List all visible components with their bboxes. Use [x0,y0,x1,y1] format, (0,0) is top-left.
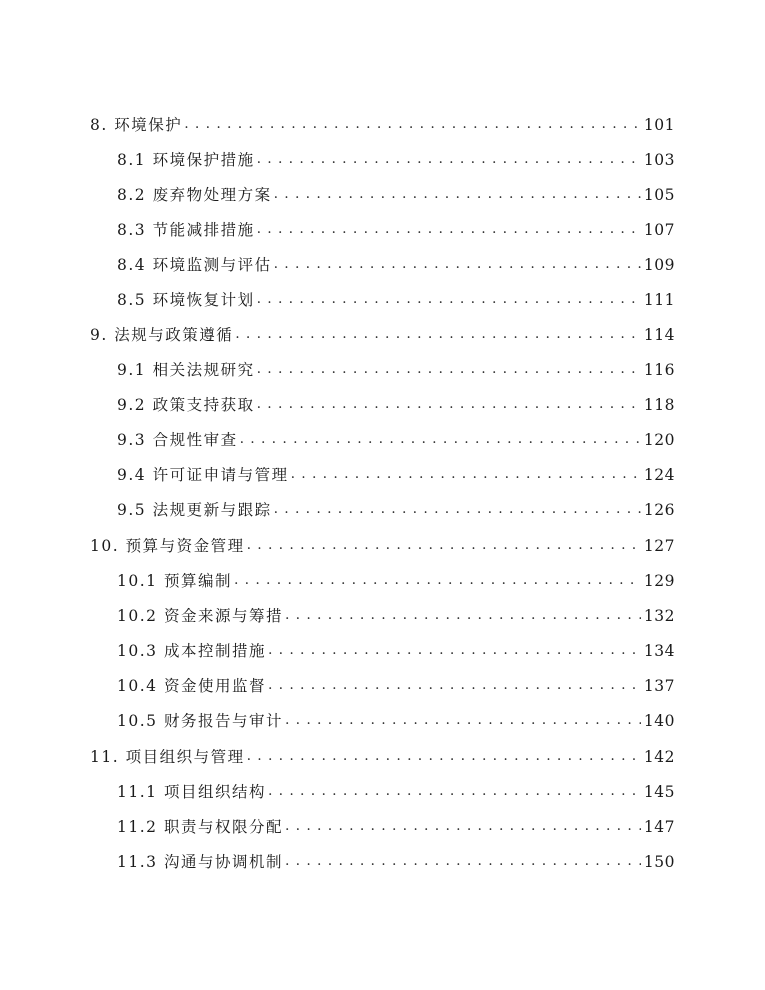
toc-entry-label: 8. 环境保护 [90,116,183,134]
toc-entry-label: 9.4 许可证申请与管理 [117,466,289,484]
toc-entry-label: 8.2 废弃物处理方案 [117,186,272,204]
toc-page-number: 150 [643,853,675,871]
toc-page-number: 129 [643,572,675,590]
toc-entry-label: 10. 预算与资金管理 [90,537,245,555]
toc-page-number: 132 [643,607,675,625]
toc-entry-label: 8.1 环境保护措施 [117,151,255,169]
toc-entry[interactable] [117,288,675,312]
toc-dot-leader [268,639,641,663]
toc-entry[interactable] [90,113,675,137]
toc-entry[interactable] [117,709,675,733]
toc-dot-leader [268,780,641,804]
toc-page-number: 101 [643,116,675,134]
toc-page-number: 134 [643,642,675,660]
toc-dot-leader [274,253,641,277]
toc-page-number: 147 [643,818,675,836]
toc-entry[interactable] [117,358,675,382]
toc-dot-leader [285,850,641,874]
toc-page-number: 118 [643,396,675,414]
toc-dot-leader [285,604,641,628]
toc-entry[interactable] [117,815,675,839]
toc-dot-leader [247,534,643,558]
toc-dot-leader [184,113,641,137]
toc-entry[interactable] [117,428,675,452]
toc-dot-leader [274,498,641,522]
toc-page-number: 126 [643,501,675,519]
toc-entry-label: 11.2 职责与权限分配 [117,818,283,836]
toc-page-number: 114 [643,326,675,344]
toc-entry[interactable] [117,604,675,628]
toc-entry[interactable] [117,393,675,417]
toc-entry-label: 11.1 项目组织结构 [117,783,266,801]
toc-dot-leader [257,393,641,417]
toc-dot-leader [257,358,641,382]
toc-entry-label: 11.3 沟通与协调机制 [117,853,283,871]
toc-page-number: 145 [643,783,675,801]
toc-entry-label: 10.3 成本控制措施 [117,642,266,660]
toc-entry-label: 9. 法规与政策遵循 [90,326,234,344]
toc-entry-label: 10.2 资金来源与筹措 [117,607,283,625]
toc-dot-leader [257,148,641,172]
toc-entry-label: 9.3 合规性审查 [117,431,238,449]
toc-entry-label: 8.3 节能减排措施 [117,221,255,239]
toc-entry[interactable] [117,639,675,663]
toc-dot-leader [291,463,641,487]
toc-entry[interactable] [117,148,675,172]
toc-page-number: 142 [643,748,675,766]
toc-entry[interactable] [90,534,675,558]
toc-entry-label: 9.1 相关法规研究 [117,361,255,379]
toc-entry[interactable] [117,183,675,207]
toc-page-number: 124 [643,466,675,484]
toc-entry-label: 10.4 资金使用监督 [117,677,266,695]
toc-page-number: 116 [643,361,675,379]
toc-entry[interactable] [117,780,675,804]
toc-dot-leader [234,569,641,593]
toc-entry[interactable] [117,850,675,874]
toc-dot-leader [257,218,641,242]
toc-page-number: 120 [643,431,675,449]
toc-entry[interactable] [117,218,675,242]
toc-entry-label: 10.1 预算编制 [117,572,232,590]
toc-entry-label: 11. 项目组织与管理 [90,748,245,766]
toc-page-number: 109 [643,256,675,274]
toc-dot-leader [247,745,643,769]
toc-dot-leader [268,674,641,698]
toc-page-number: 105 [643,186,675,204]
toc-dot-leader [285,815,641,839]
toc-page-number: 103 [643,151,675,169]
toc-page-number: 140 [643,712,675,730]
toc-entry-label: 10.5 财务报告与审计 [117,712,283,730]
toc-dot-leader [285,709,641,733]
toc-dot-leader [235,323,643,347]
toc-entry-label: 9.5 法规更新与跟踪 [117,501,272,519]
toc-entry-label: 9.2 政策支持获取 [117,396,255,414]
toc-dot-leader [240,428,641,452]
toc-dot-leader [257,288,641,312]
toc-page-number: 111 [643,291,675,309]
toc-dot-leader [274,183,641,207]
toc-entry[interactable] [117,498,675,522]
toc-page-number: 137 [643,677,675,695]
toc-entry[interactable] [90,323,675,347]
toc-page-number: 127 [643,537,675,555]
toc-entry[interactable] [117,569,675,593]
toc-entry[interactable] [117,674,675,698]
toc-entry[interactable] [117,463,675,487]
toc-entry-label: 8.4 环境监测与评估 [117,256,272,274]
toc-entry[interactable] [117,253,675,277]
toc-page-number: 107 [643,221,675,239]
toc-entry[interactable] [90,745,675,769]
toc-entry-label: 8.5 环境恢复计划 [117,291,255,309]
